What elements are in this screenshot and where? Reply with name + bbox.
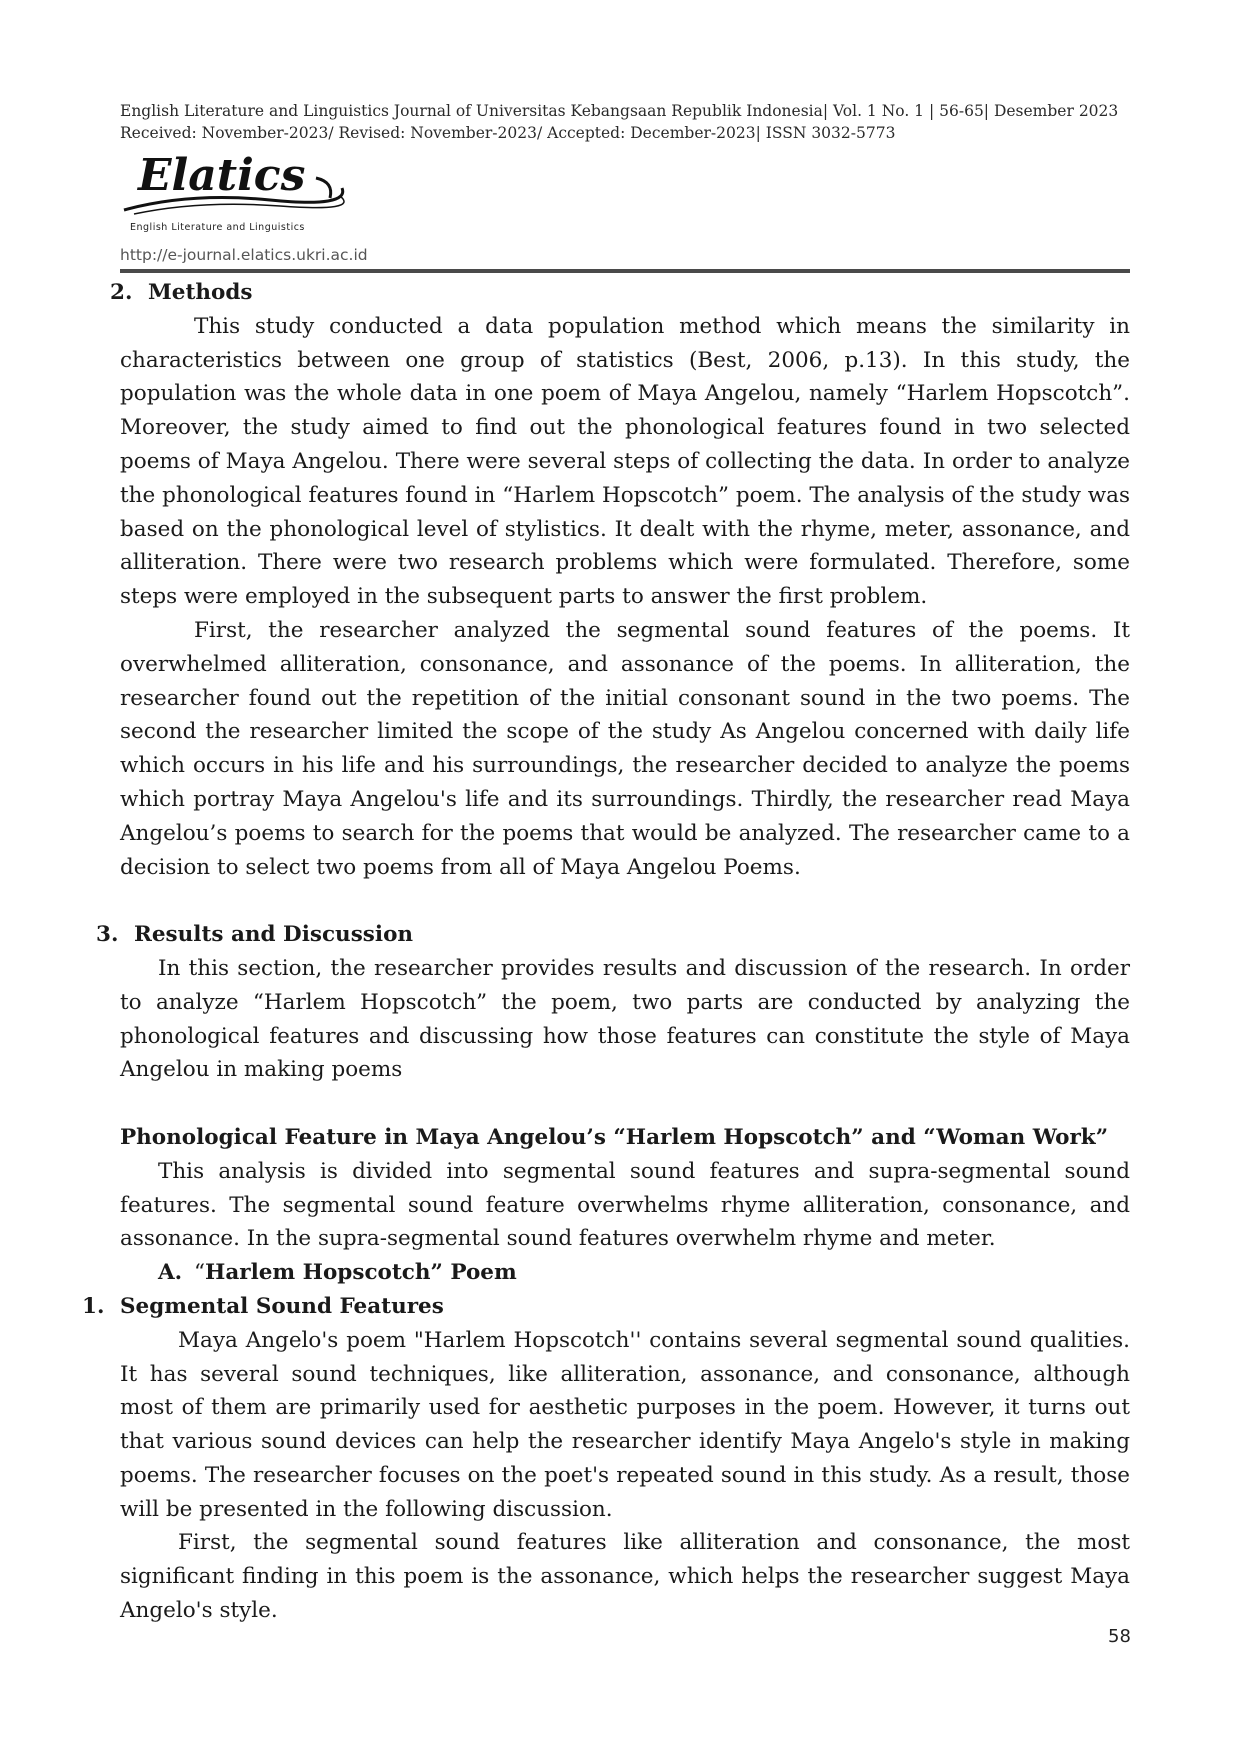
header-divider [120, 269, 1130, 273]
harlem-hopscotch-subheading: A. “Harlem Hopscotch” Poem [158, 1260, 517, 1286]
journal-citation-line: English Literature and Linguistics Journal of Universitas Kebangsaan Republik Indonesia| Vol. 1 No. 1 | 56-65| Desember 2023 [120, 102, 1119, 120]
journal-url[interactable]: http://e-journal.elatics.ukri.ac.id [120, 246, 368, 264]
logo-wordmark: Elatics [138, 150, 306, 201]
results-paragraph-3: Maya Angelo's poem "Harlem Hopscotch'' contains several segmental sound qualities. It has several sound techniques, like alliteration, assonance, and consonance, although most of them are primarily used for aesthetic purposes in the poem. However, it turns out that various sound devices can help the researcher identify Maya Angelo's style in making poems. The researcher focuses on the poet's repeated sound in this study. As a result, those will be presented in the following discussion. [120, 1327, 1130, 1522]
methods-heading: 2. Methods [110, 280, 253, 305]
elatics-logo-graphic [120, 148, 350, 240]
results-paragraph-1: In this section, the researcher provides results and discussion of the research. In order to analyze “Harlem Hopscotch” the poem, two parts are conducted by analyzing the phonological features and discussing how those features can constitute the style of Maya Angelou in making poems [120, 955, 1130, 1083]
methods-paragraph-2: First, the researcher analyzed the segmental sound features of the poems. It overwhelmed alliteration, consonance, and assonance of the poems. In alliteration, the researcher found out the repetition of the initial consonant sound in the two poems. The second the researcher limited the scope of the study As Angelou concerned with daily life which occurs in his life and his surroundings, the researcher decided to analyze the poems which portray Maya Angelou's life and its surroundings. Thirdly, the researcher read Maya Angelou’s poems to search for the poems that would be analyzed. The researcher came to a decision to select two poems from all of Maya Angelou Poems. [120, 617, 1130, 880]
logo-subtitle: English Literature and Linguistics [130, 222, 305, 233]
page-number: 58 [1108, 1626, 1131, 1647]
results-heading: 3. Results and Discussion [96, 922, 414, 948]
phonological-subheading: Phonological Feature in Maya Angelou’s “Harlem Hopscotch” and “Woman Work” [120, 1124, 1109, 1150]
methods-paragraph-1: This study conducted a data population method which means the similarity in characteristics between one group of statistics (Best, 2006, p.13). In this study, the population was the whole data in one poem of Maya Angelou, namely “Harlem Hopscotch”. Moreover, the study aimed to find out the phonological features found in two selected poems of Maya Angelou. There were several steps of collecting the data. In order to analyze the phonological features found in “Harlem Hopscotch” poem. The analysis of the study was based on the phonological level of stylistics. It dealt with the rhyme, meter, assonance, and alliteration. There were two research problems which were formulated. Therefore, some steps were employed in the subsequent parts to answer the first problem. [120, 313, 1130, 610]
elatics-logo [120, 148, 350, 240]
journal-dates-line: Received: November-2023/ Revised: November-2023/ Accepted: December-2023| ISSN 3032-5773 [120, 124, 896, 142]
results-paragraph-4: First, the segmental sound features like alliteration and consonance, the most significant finding in this poem is the assonance, which helps the researcher suggest Maya Angelo's style. [120, 1530, 1130, 1624]
results-paragraph-2: This analysis is divided into segmental sound features and supra-segmental sound features. The segmental sound feature overwhelms rhyme alliteration, consonance, and assonance. In the supra-segmental sound features overwhelm rhyme and meter. [120, 1158, 1130, 1252]
segmental-features-heading: 1. Segmental Sound Features [82, 1293, 444, 1319]
journal-header [120, 100, 1130, 144]
article-body [82, 276, 1130, 1628]
